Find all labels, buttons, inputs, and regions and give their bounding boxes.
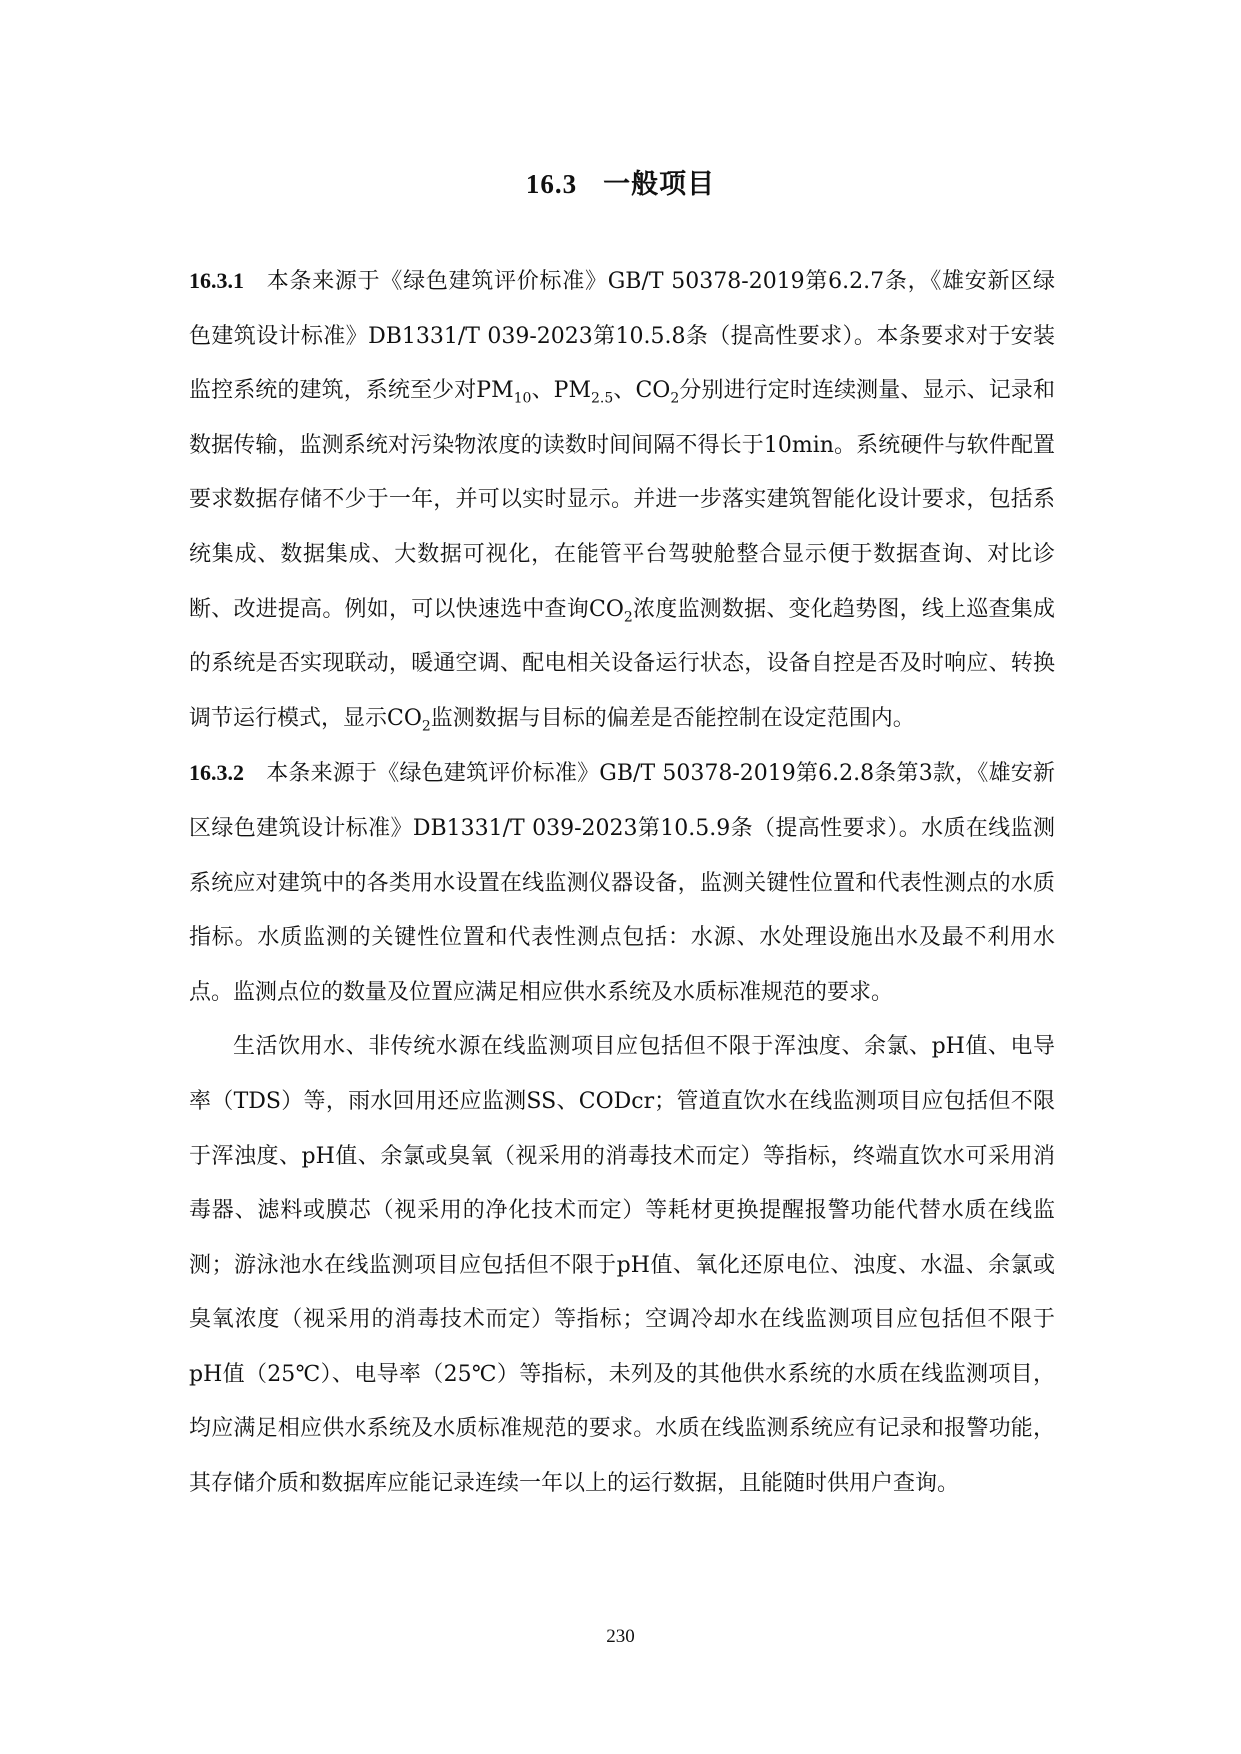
- clause-number: 16.3.1: [189, 268, 244, 293]
- subscript: 2.5: [591, 390, 614, 407]
- clause-16-3-2-paragraph: 生活饮用水、非传统水源在线监测项目应包括但不限于浑浊度、余氯、pH值、电导率（TDS）等，雨水回用还应监测SS、CODcr；管道直饮水在线监测项目应包括但不限于浑浊度、pH值、余氯或臭氧（视采用的消毒技术而定）等指标，终端直饮水可采用消毒器、滤料或膜芯（视采用的净化技术而定）等耗材更换提醒报警功能代替水质在线监测；游泳池水在线监测项目应包括但不限于pH值、氧化还原电位、浊度、水温、余氯或臭氧浓度（视采用的消毒技术而定）等指标；空调冷却水在线监测项目应包括但不限于pH值（25℃）、电导率（25℃）等指标，未列及的其他供水系统的水质在线监测项目，均应满足相应供水系统及水质标准规范的要求。水质在线监测系统应有记录和报警功能，其存储介质和数据库应能记录连续一年以上的运行数据，且能随时供用户查询。: [189, 1034, 1055, 1497]
- clause-16-3-2: [189, 746, 1055, 1020]
- page-number: 230: [606, 1626, 635, 1647]
- clause-text-part: 分别进行定时连续测量、显示、记录和数据传输，监测系统对污染物浓度的读数时间间隔不得长于10min。系统硬件与软件配置要求数据存储不少于一年，并可以实时显示。并进一步落实建筑智能化设计要求，包括系统集成、数据集成、大数据可视化，在能管平台驾驶舱整合显示便于数据查询、对比诊断、改进提高。例如，可以快速选中查询CO: [189, 378, 1055, 622]
- clause-text: 本条来源于《绿色建筑评价标准》GB/T 50378-2019第6.2.8条第3款，《雄安新区绿色建筑设计标准》DB1331/T 039-2023第10.5.9条（提高性要求）。水质在线监测系统应对建筑中的各类用水设置在线监测仪器设备，监测关键性位置和代表性测点的水质指标。水质监测的关键性位置和代表性测点包括：水源、水处理设施出水及最不利用水点。监测点位的数量及位置应满足相应供水系统及水质标准规范的要求。: [189, 761, 1055, 1005]
- subscript: 2: [623, 608, 633, 625]
- section-number: 16.3: [525, 169, 578, 199]
- clause-16-3-1: [189, 254, 1055, 746]
- clause-text-part: 监测数据与目标的偏差是否能控制在设定范围内。: [430, 705, 915, 731]
- subscript: 2: [670, 390, 680, 407]
- clause-number: 16.3.2: [189, 760, 244, 786]
- clause-text-part: 本条来源于《绿色建筑评价标准》GB/T 50378-2019第6.2.7条，《雄安新区绿色建筑设计标准》DB1331/T 039-2023第10.5.8条（提高性要求）。本条要求对于安装监控系统的建筑，系统至少对PM: [189, 269, 1055, 404]
- body-text: [189, 254, 1055, 1512]
- clause-text-part: 、CO: [613, 378, 671, 404]
- section-heading: [0, 162, 1241, 201]
- clause-text-part: 、PM: [531, 378, 591, 404]
- subscript: 2: [421, 718, 431, 735]
- subscript: 10: [513, 390, 532, 407]
- section-title: 一般项目: [603, 169, 716, 200]
- clause-text-part: 浓度监测数据、变化趋势图，线上巡查集成的系统是否实现联动，暖通空调、配电相关设备运行状态，设备自控是否及时响应、转换调节运行模式，显示CO: [189, 596, 1055, 731]
